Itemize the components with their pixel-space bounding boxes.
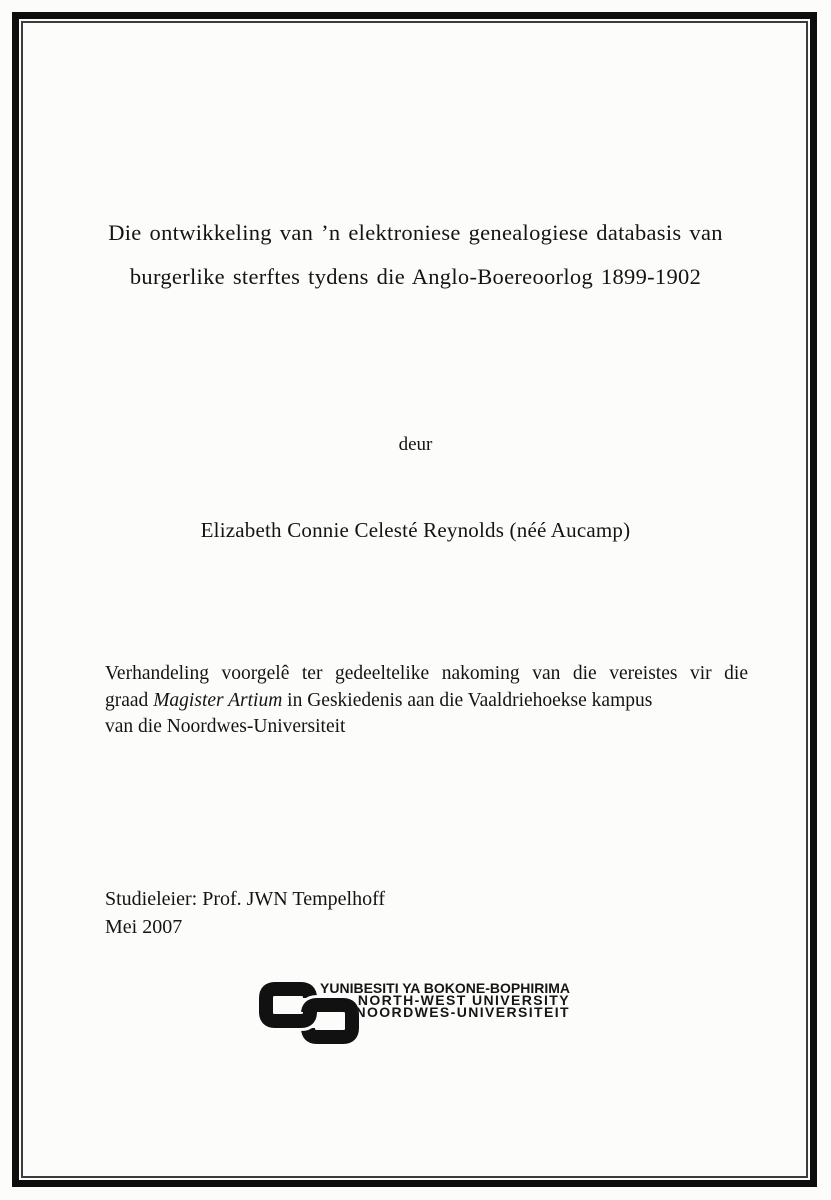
supervisor-block xyxy=(105,886,385,941)
thesis-title-line2: burgerlike sterftes tydens die Anglo-Boereoorlog 1899-1902 xyxy=(129,264,702,289)
author-name: Elizabeth Connie Celesté Reynolds (néé Aucamp) xyxy=(200,518,631,542)
logo-name-setswana: YUNIBESITI YA BOKONE-BOPHIRIMA xyxy=(320,980,570,996)
logo-name-afrikaans: NOORDWES-UNIVERSITEIT xyxy=(355,1003,570,1020)
supervisor-line: Studieleier: Prof. JWN Tempelhoff xyxy=(105,888,386,910)
submission-line2 xyxy=(105,688,748,715)
submission-line2-pre: graad xyxy=(105,689,154,711)
submission-line3: van die Noordwes-Universiteit xyxy=(105,716,346,737)
date-line: Mei 2007 xyxy=(105,915,183,938)
logo-name-english: NORTH-WEST UNIVERSITY xyxy=(357,991,570,1008)
university-logo xyxy=(259,980,579,1050)
thesis-title-line1: Die ontwikkeling van ’n elektroniese genealogiese databasis van xyxy=(108,220,723,245)
byline-label: deur xyxy=(398,434,433,455)
university-logo-text xyxy=(316,980,570,1020)
submission-line1: Verhandeling voorgelê ter gedeeltelike nakoming van die vereistes vir die xyxy=(105,663,748,684)
thesis-title xyxy=(0,211,831,299)
degree-name: Magister Artium xyxy=(153,689,283,711)
submission-line2-post: in Geskiedenis aan die Vaaldriehoekse kampus xyxy=(282,689,653,711)
submission-statement xyxy=(105,661,748,741)
